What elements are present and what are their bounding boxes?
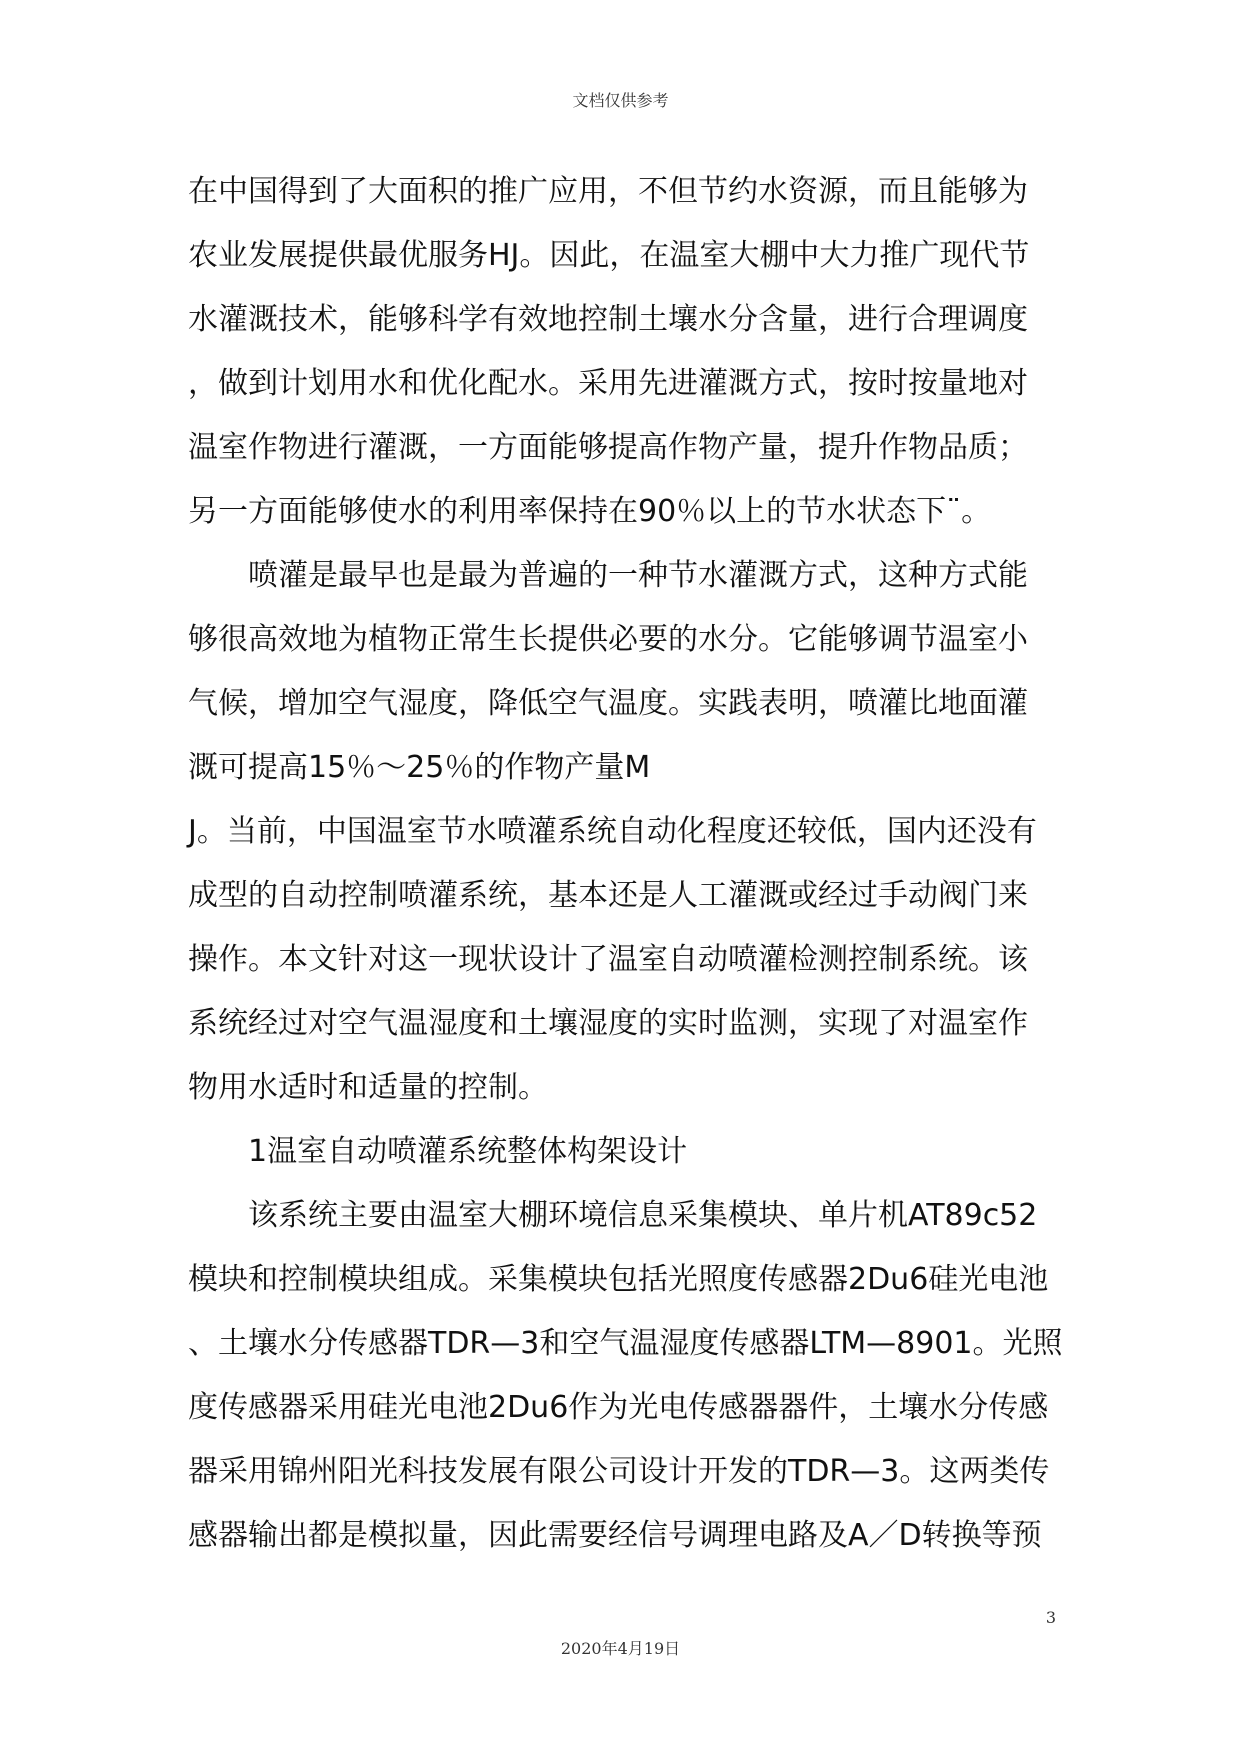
body-line: 该系统主要由温室大棚环境信息采集模块、单片机AT89c52 — [248, 1198, 1038, 1233]
document-body — [188, 160, 1063, 1568]
body-line: 器采用锦州阳光科技发展有限公司设计开发的TDR—3。这两类传 — [188, 1454, 1050, 1489]
body-line: J。当前，中国温室节水喷灌系统自动化程度还较低，国内还没有 — [188, 814, 1037, 849]
body-line: 物用水适时和适量的控制。 — [188, 1070, 548, 1105]
body-line: 喷灌是最早也是最为普遍的一种节水灌溉方式，这种方式能 — [248, 558, 1028, 593]
page-header: 文档仅供参考 — [572, 91, 669, 110]
body-line: 操作。本文针对这一现状设计了温室自动喷灌检测控制系统。该 — [188, 942, 1028, 977]
body-line: 感器输出都是模拟量，因此需要经信号调理电路及A／D转换等预 — [188, 1518, 1042, 1553]
body-line: 另一方面能够使水的利用率保持在90％以上的节水状态下¨。 — [188, 494, 992, 529]
body-line: 度传感器采用硅光电池2Du6作为光电传感器器件，土壤水分传感 — [188, 1390, 1049, 1425]
body-line: 成型的自动控制喷灌系统，基本还是人工灌溉或经过手动阀门来 — [188, 878, 1028, 913]
body-line: 农业发展提供最优服务HJ。因此，在温室大棚中大力推广现代节 — [188, 238, 1030, 273]
body-line: 、土壤水分传感器TDR—3和空气温湿度传感器LTM—8901。光照 — [188, 1326, 1063, 1361]
page-number: 3 — [1045, 1608, 1056, 1627]
body-line: 水灌溉技术，能够科学有效地控制土壤水分含量，进行合理调度 — [188, 302, 1028, 337]
body-line: 气候，增加空气湿度，降低空气温度。实践表明，喷灌比地面灌 — [188, 686, 1028, 721]
body-line: 模块和控制模块组成。采集模块包括光照度传感器2Du6硅光电池 — [188, 1262, 1049, 1297]
body-line: 够很高效地为植物正常生长提供必要的水分。它能够调节温室小 — [188, 622, 1028, 657]
body-line: ，做到计划用水和优化配水。采用先进灌溉方式，按时按量地对 — [188, 366, 1028, 401]
body-line: 在中国得到了大面积的推广应用，不但节约水资源，而且能够为 — [188, 174, 1028, 209]
body-line: 温室作物进行灌溉，一方面能够提高作物产量，提升作物品质； — [188, 430, 1028, 465]
page-footer-date: 2020年4月19日 — [560, 1639, 681, 1658]
body-line: 溉可提高15％～25％的作物产量M — [188, 750, 651, 785]
section-heading: 1温室自动喷灌系统整体构架设计 — [248, 1134, 688, 1169]
body-line: 系统经过对空气温湿度和土壤湿度的实时监测，实现了对温室作 — [188, 1006, 1028, 1041]
